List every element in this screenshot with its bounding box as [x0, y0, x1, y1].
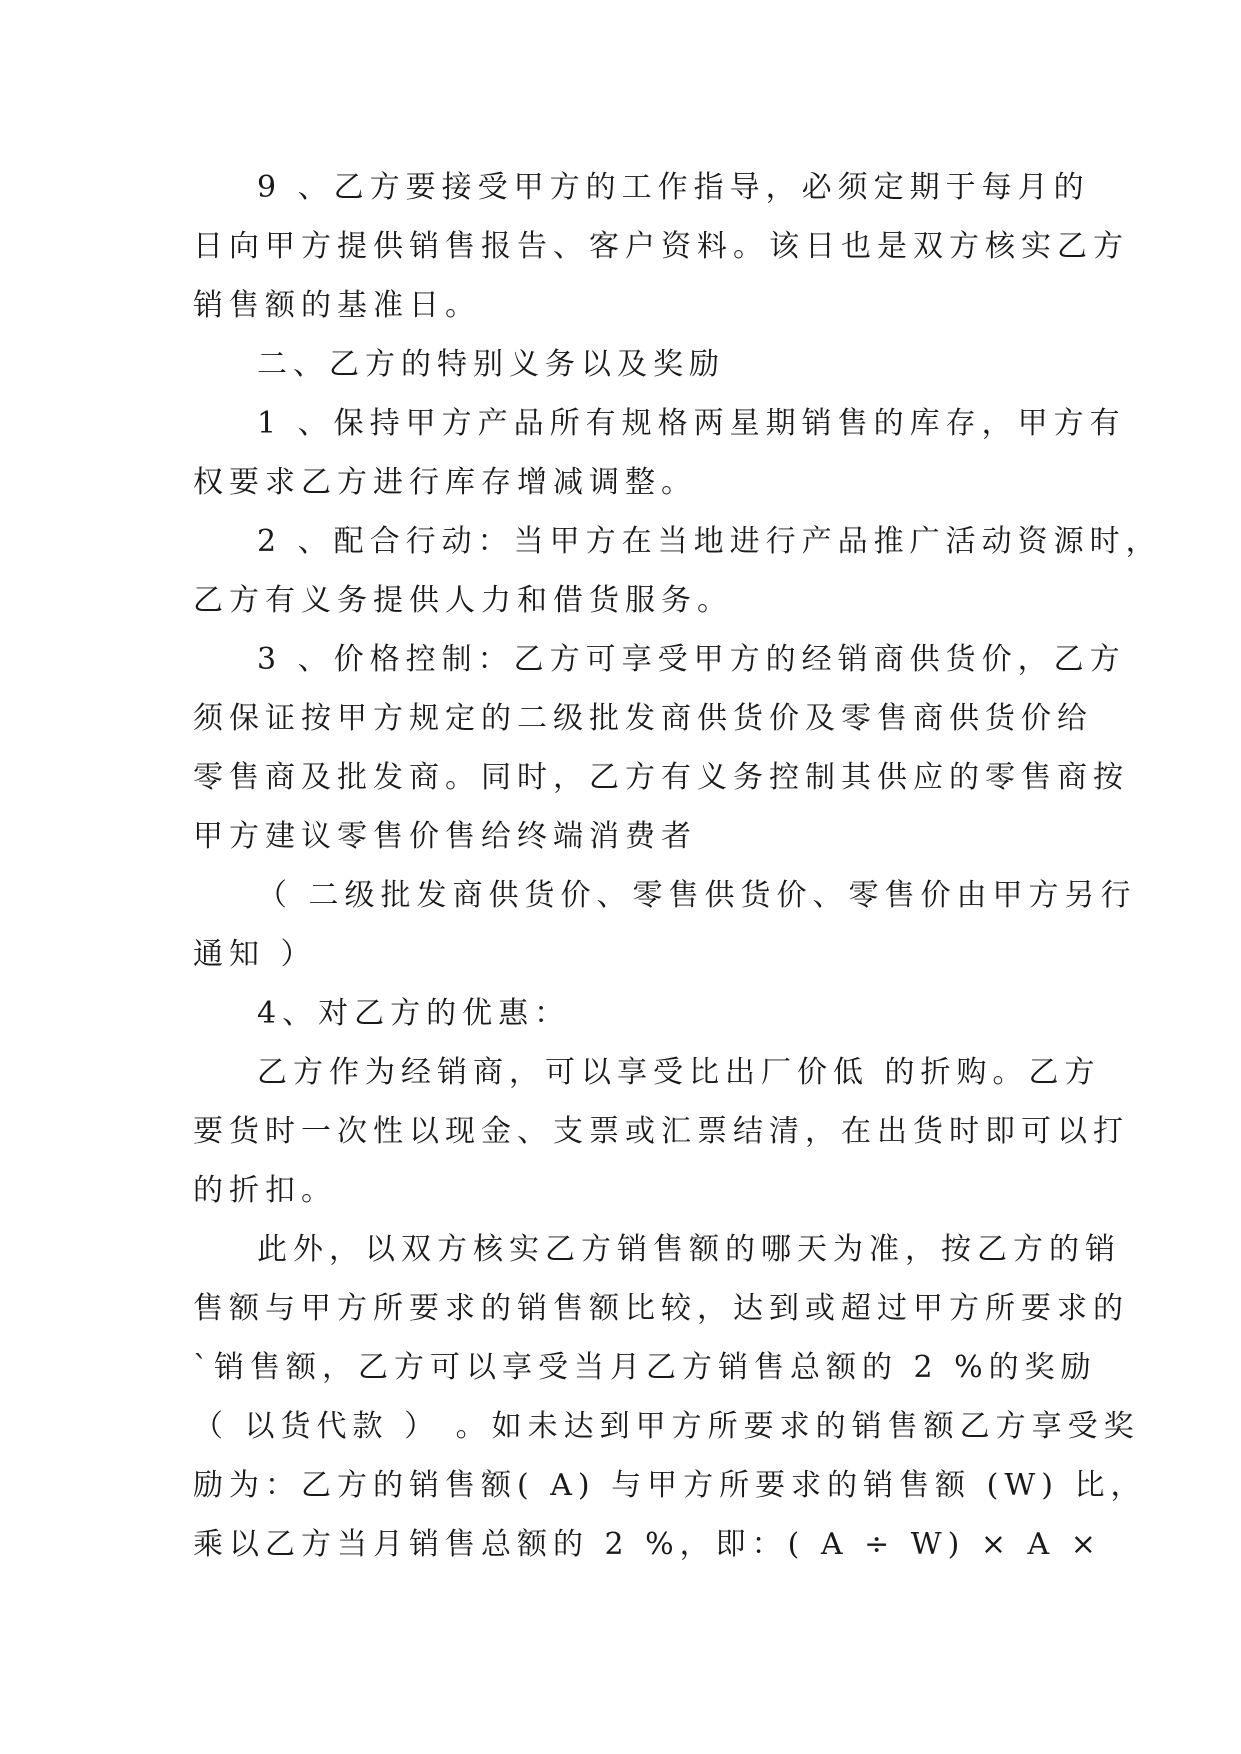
paragraph-3-line-3: 零售商及批发商。同时，乙方有义务控制其供应的零售商按	[193, 760, 1129, 795]
paragraph-1-line-2: 权要求乙方进行库存增减调整。	[193, 465, 697, 500]
reward-line-2: 售额与甲方所要求的销售额比较，达到或超过甲方所要求的	[193, 1291, 1129, 1326]
paragraph-3-line-1: 3 、价格控制：乙方可享受甲方的经销商供货价，乙方	[257, 642, 1126, 677]
reward-line-1: 此外，以双方核实乙方销售额的哪天为准，按乙方的销	[257, 1232, 1121, 1267]
paragraph-3-line-4: 甲方建议零售价售给终端消费者	[193, 819, 697, 854]
discount-line-1: 乙方作为经销商，可以享受比出厂价低 的折购。乙方	[257, 1055, 1101, 1090]
paragraph-3-line-2: 须保证按甲方规定的二级批发商供货价及零售商供货价给	[193, 701, 1093, 736]
paragraph-2-line-1: 2 、配合行动：当甲方在当地进行产品推广活动资源时，	[257, 524, 1162, 559]
discount-line-2: 要货时一次性以现金、支票或汇票结清，在出货时即可以打	[193, 1114, 1129, 1149]
paragraph-9-line-2: 日向甲方提供销售报告、客户资料。该日也是双方核实乙方	[193, 229, 1129, 264]
document-body	[193, 158, 1162, 1574]
discount-line-3: 的折扣。	[193, 1173, 337, 1208]
reward-line-3: `销售额，乙方可以享受当月乙方销售总额的 2 %的奖励	[193, 1350, 1097, 1385]
paragraph-2-line-2: 乙方有义务提供人力和借货服务。	[193, 583, 733, 618]
paragraph-1-line-1: 1 、保持甲方产品所有规格两星期销售的库存，甲方有	[257, 406, 1126, 441]
price-note-line-2: 通知 ）	[193, 937, 317, 972]
reward-line-4: （ 以货代款 ） 。如未达到甲方所要求的销售额乙方享受奖	[193, 1409, 1140, 1444]
paragraph-4-heading: 4、对乙方的优惠：	[257, 996, 571, 1031]
reward-line-6: 乘以乙方当月销售总额的 2 %，即：( A ÷ W) × A ×	[193, 1527, 1102, 1562]
section-heading: 二、乙方的特别义务以及奖励	[257, 347, 725, 382]
reward-line-5: 励为：乙方的销售额( A) 与甲方所要求的销售额 (W) 比，	[193, 1468, 1147, 1503]
price-note-line-1: （ 二级批发商供货价、零售供货价、零售价由甲方另行	[257, 878, 1137, 913]
paragraph-9-line-3: 销售额的基准日。	[193, 288, 481, 323]
paragraph-9-line-1: 9 、乙方要接受甲方的工作指导，必须定期于每月的	[257, 170, 1090, 205]
